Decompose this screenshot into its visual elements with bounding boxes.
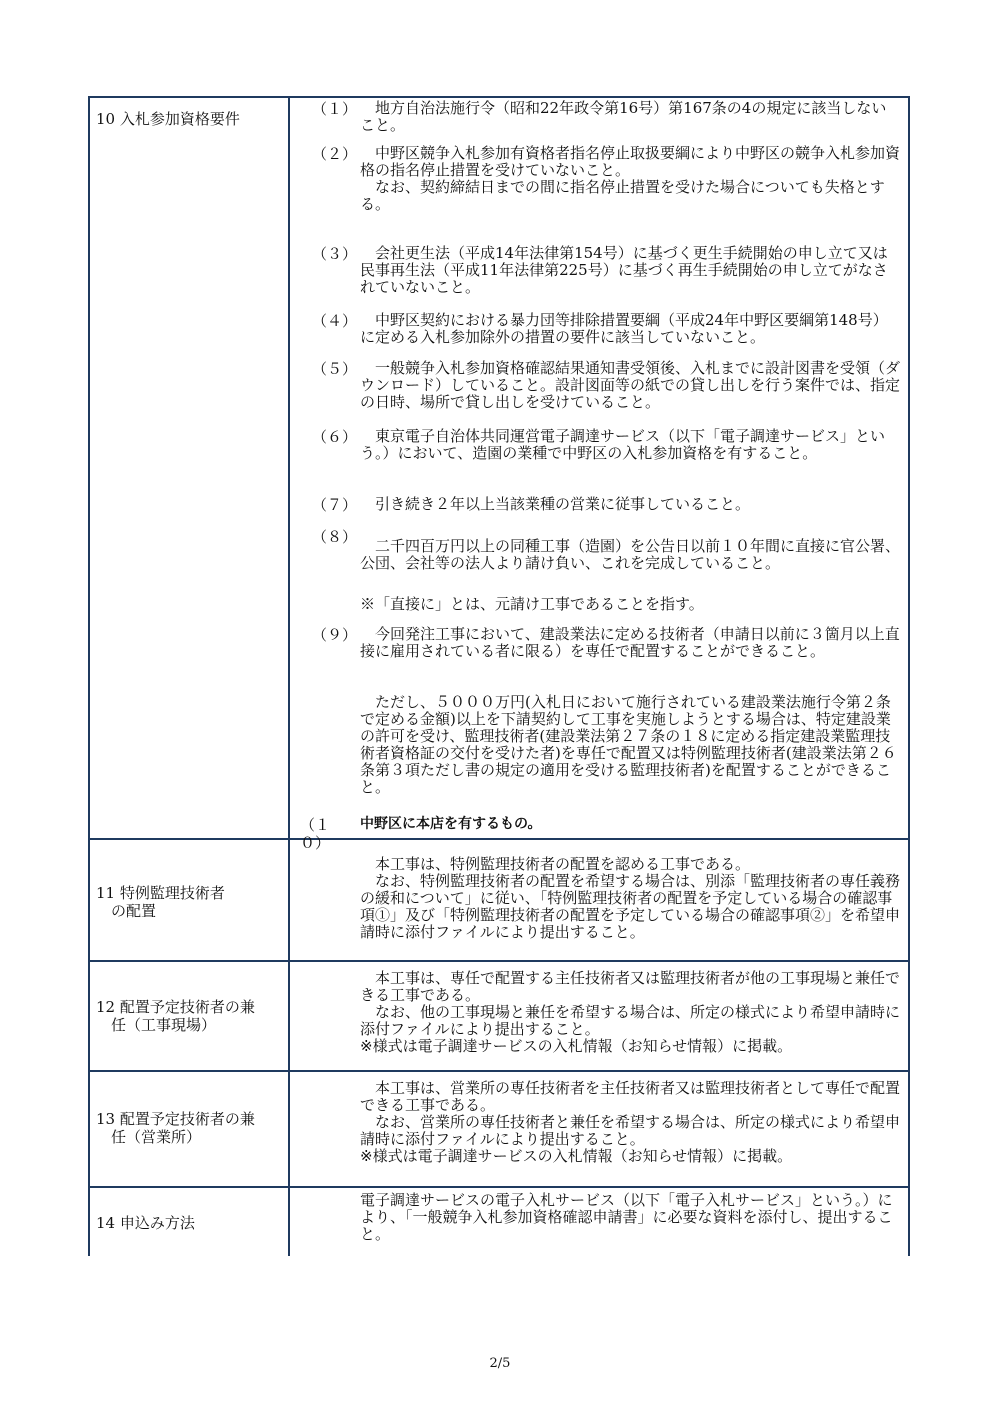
item-text: 中野区競争入札参加有資格者指名停止取扱要綱により中野区の競争入札参加資格の指名停止措置を受けていないこと。 なお、契約締結日までの間に指名停止措置を受けた場合についても失格とする。: [360, 144, 901, 213]
section-11-text: 本工事は、特例監理技術者の配置を認める工事である。 なお、特例監理技術者の配置を希望する場合は、別添「監理技術者の専任義務の緩和について」に従い、「特例監理技術者の配置を予定している場合の確認事項①」及び「特例監理技術者の配置を予定している場合の確認事項②」を希望申請時に添付ファイルにより提出すること。: [360, 855, 901, 941]
section-10-label: 10 入札参加資格要件: [96, 110, 240, 128]
item-number: （８）: [312, 528, 358, 546]
item-number: （５）: [312, 360, 358, 378]
item-text: 引き続き２年以上当該業種の営業に従事していること。: [360, 495, 751, 513]
item-text-continued: ただし、５０００万円(入札日において施行されている建設業法施行令第２条で定める金額)以上を下請契約して工事を実施しようとする場合は、特定建設業の許可を受け、監理技術者(建設業法第２７条の１８に定める指定建設業監理技術者資格証の交付を受けた者)を専任で配置又は特例監理技術者(建設業法第２６条第３項ただし書の規定の適用を受ける監理技術者)を配置することができること。: [360, 693, 897, 796]
table-left-border: [88, 96, 90, 1256]
item-text: 一般競争入札参加資格確認結果通知書受領後、入札までに設計図書を受領（ダウンロード）していること。設計図面等の紙での貸し出しを行う案件では、指定の日時、場所で貸し出しを受けていること。: [360, 359, 901, 411]
item-number: （１０）: [300, 816, 331, 852]
section-12-text: 本工事は、専任で配置する主任技術者又は監理技術者が他の工事現場と兼任できる工事である。 なお、他の工事現場と兼任を希望する場合は、所定の様式により希望申請時に添付ファイルにより提出すること。 ※様式は電子調達サービスの入札情報（お知らせ情報）に掲載。: [360, 969, 901, 1055]
row-divider: [88, 1070, 910, 1072]
row-divider: [88, 838, 910, 840]
row-divider: [88, 960, 910, 962]
section-12-label: 12 配置予定技術者の兼 任（工事現場）: [96, 998, 255, 1034]
item-number: （３）: [312, 245, 358, 263]
item-number: （６）: [312, 428, 358, 446]
section-11-label: 11 特例監理技術者 の配置: [96, 884, 225, 920]
table-top-border: [88, 96, 910, 98]
section-14-text: 電子調達サービスの電子入札サービス（以下「電子入札サービス」という。）により、「一般競争入札参加資格確認申請書」に必要な資料を添付し、提出すること。: [360, 1191, 893, 1243]
table-column-divider: [288, 96, 290, 1256]
section-13-text: 本工事は、営業所の専任技術者を主任技術者又は監理技術者として専任で配置できる工事である。 なお、営業所の専任技術者と兼任を希望する場合は、所定の様式により希望申請時に添付ファイルにより提出すること。 ※様式は電子調達サービスの入札情報（お知らせ情報）に掲載。: [360, 1079, 901, 1165]
item-text: 地方自治法施行令（昭和22年政令第16号）第167条の4の規定に該当しないこと。: [360, 99, 887, 134]
page-number: 2/5: [489, 1356, 511, 1371]
item-number: （４）: [312, 312, 358, 330]
item-text: 中野区契約における暴力団等排除措置要綱（平成24年中野区要綱第148号）に定める入札参加除外の措置の要件に該当していないこと。: [360, 311, 888, 346]
item-text: 二千四百万円以上の同種工事（造園）を公告日以前１０年間に直接に官公署、公団、会社等の法人より請け負い、これを完成していること。: [360, 537, 901, 572]
item-number: （１）: [312, 100, 358, 118]
item-number: （２）: [312, 145, 358, 163]
item-note: ※「直接に」とは、元請け工事であることを指す。: [360, 595, 704, 613]
table-right-border: [908, 96, 910, 1256]
item-text: 中野区に本店を有するもの。: [360, 816, 542, 832]
section-13-label: 13 配置予定技術者の兼 任（営業所）: [96, 1110, 255, 1146]
item-text: 今回発注工事において、建設業法に定める技術者（申請日以前に３箇月以上直接に雇用されている者に限る）を専任で配置することができること。: [360, 625, 900, 660]
row-divider: [88, 1186, 910, 1188]
item-number: （７）: [312, 496, 358, 514]
section-14-label: 14 申込み方法: [96, 1214, 195, 1232]
item-number: （９）: [312, 626, 358, 644]
item-text: 東京電子自治体共同運営電子調達サービス（以下「電子調達サービス」という。）において、造園の業種で中野区の入札参加資格を有すること。: [360, 427, 886, 462]
item-text: 会社更生法（平成14年法律第154号）に基づく更生手続開始の申し立て又は民事再生法（平成11年法律第225号）に基づく再生手続開始の申し立てがなされていないこと。: [360, 244, 888, 296]
